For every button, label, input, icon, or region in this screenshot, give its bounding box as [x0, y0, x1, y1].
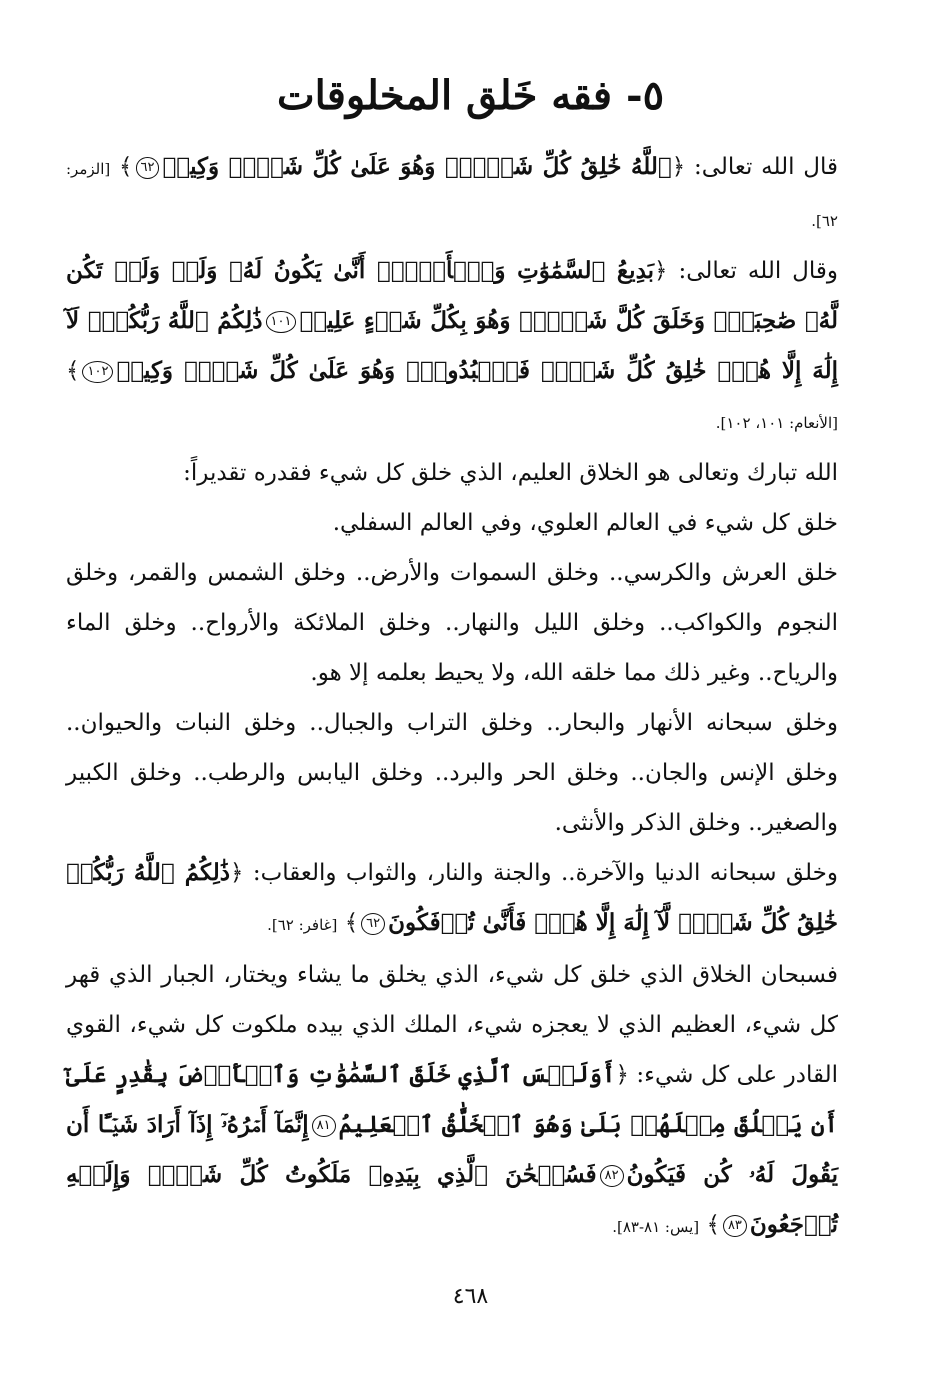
quote-intro: وقال الله تعالى: [678, 258, 839, 284]
quote-intro: قال الله تعالى: [693, 154, 838, 180]
text-line: خلق كل شيء في العالم العلوي، وفي العالم السفلي. [332, 510, 838, 536]
verse-text: ذَٰلِكُمُ ٱللَّهُ رَبُّكُمۡ خَٰلِقُ كُلِّ شَيۡءٖ لَّآ إِلَٰهَ إِلَّا هُوَۖ فَأَنَّىٰ تُؤۡفَكُونَ [66, 859, 838, 936]
surah-reference: [الأنعام: ١٠١، ١٠٢]. [715, 414, 838, 432]
paragraph-7 [66, 950, 838, 1252]
open-bracket: ﴿ [671, 154, 686, 180]
page-title: ٥- فقه خَلق المخلوقات [276, 72, 665, 119]
quran-verse [119, 153, 685, 180]
ayah-number-marker: ٨٢ [600, 1165, 624, 1187]
verse-text: ذَٰلِكُمُ ٱللَّهُ رَبُّكُمۡۖ لَآ إِلَٰهَ إِلَّا هُوَۖ خَٰلِقُ كُلِّ شَيۡءٖ فَٱعۡبُدُوهُۚ وَهُوَ عَلَىٰ كُلِّ شَيۡءٖ وَكِيلٞ [66, 307, 838, 384]
page-number: ٤٦٨ [452, 1284, 489, 1309]
page-body [66, 142, 838, 1252]
verse-text: إِنَّمَآ أَمۡرُهُۥٓ إِذَآ أَرَادَ شَيۡـًٔا أَن يَقُولَ لَهُۥ كُن فَيَكُونُ [66, 1111, 838, 1188]
verse-text: بَدِيعُ ٱلسَّمَٰوَٰتِ وَٱلۡأَرۡضِۖ أَنَّىٰ يَكُونُ لَهُۥ وَلَدٞ وَلَمۡ تَكُن لَّهُۥ صَٰحِبَةٞۖ وَخَلَقَ كُلَّ شَيۡءٖۖ وَهُوَ بِكُلِّ شَيۡءٍ عَلِيمٞ [66, 257, 838, 334]
paragraph-6 [66, 848, 838, 950]
paragraph-1 [66, 142, 838, 246]
open-bracket: ﴿ [615, 1062, 629, 1088]
close-bracket: ﴾ [344, 910, 359, 936]
quote-intro: وخلق سبحانه الدنيا والآخرة.. والجنة والنار، والثواب والعقاب: [252, 860, 838, 886]
paragraph-5: وخلق سبحانه الأنهار والبحار.. وخلق التراب والجبال.. وخلق النبات والحيوان.. وخلق الإنس والجان.. وخلق الحر والبرد.. وخلق اليابس والرطب.. وخلق الكبير والصغير.. وخلق الذكر والأنثى. [66, 710, 838, 836]
ayah-number-marker: ٨٣ [723, 1215, 747, 1237]
paragraph-3 [66, 448, 838, 548]
paragraph-4: خلق العرش والكرسي.. وخلق السموات والأرض.. وخلق الشمس والقمر، وخلق النجوم والكواكب.. وخلق الليل والنهار.. وخلق الملائكة والأرواح.. وخلق الماء والرياح.. وغير ذلك مما خلقه الله، ولا يحيط بعلمه إلا هو. [66, 560, 838, 686]
close-bracket: ﴾ [119, 154, 133, 180]
surah-reference: [الزمر: ٦٢]. [66, 160, 838, 230]
ayah-number-marker: ٦٢ [136, 157, 160, 179]
ayah-number-marker: ١٠٢ [82, 361, 113, 383]
open-bracket: ﴿ [229, 860, 244, 886]
verse-text: فَسُبۡحَٰنَ ٱلَّذِي بِيَدِهِۦ مَلَكُوتُ كُلِّ شَيۡءٖ وَإِلَيۡهِ تُرۡجَعُونَ [66, 1161, 838, 1238]
ayah-number-marker: ٦٢ [361, 913, 385, 935]
close-bracket: ﴾ [706, 1212, 720, 1238]
close-bracket: ﴾ [66, 358, 80, 384]
verse-text: أَوَلَيۡسَ ٱلَّذِي خَلَقَ ٱلسَّمَٰوَٰتِ وَٱلۡأَرۡضَ بِقَٰدِرٍ عَلَىٰٓ أَن يَخۡلُقَ مِثۡلَهُمۚ بَلَىٰ وَهُوَ ٱلۡخَلَّٰقُ ٱلۡعَلِيمُ [66, 1061, 838, 1138]
surah-reference: [يس: ٨١-٨٣]. [612, 1218, 700, 1236]
quote-intro: فسبحان الخلاق الذي خلق كل شيء، الذي يخلق ما يشاء ويختار، الجبار الذي قهر كل شيء، العظيم الذي لا يعجزه شيء، الملك الذي بيده ملكوت كل شيء، القوي القادر على كل شيء: [66, 962, 838, 1088]
ayah-number-marker: ١٠١ [266, 311, 297, 333]
verse-text: ٱللَّهُ خَٰلِقُ كُلِّ شَيۡءٖۖ وَهُوَ عَلَىٰ كُلِّ شَيۡءٖ وَكِيلٞ [162, 153, 672, 180]
open-bracket: ﴿ [654, 258, 668, 284]
paragraph-2 [66, 246, 838, 448]
ayah-number-marker: ٨١ [312, 1115, 336, 1137]
surah-reference: [غافر: ٦٢]. [267, 916, 338, 934]
text-line: الله تبارك وتعالى هو الخلاق العليم، الذي خلق كل شيء فقدره تقديراً: [183, 460, 838, 486]
